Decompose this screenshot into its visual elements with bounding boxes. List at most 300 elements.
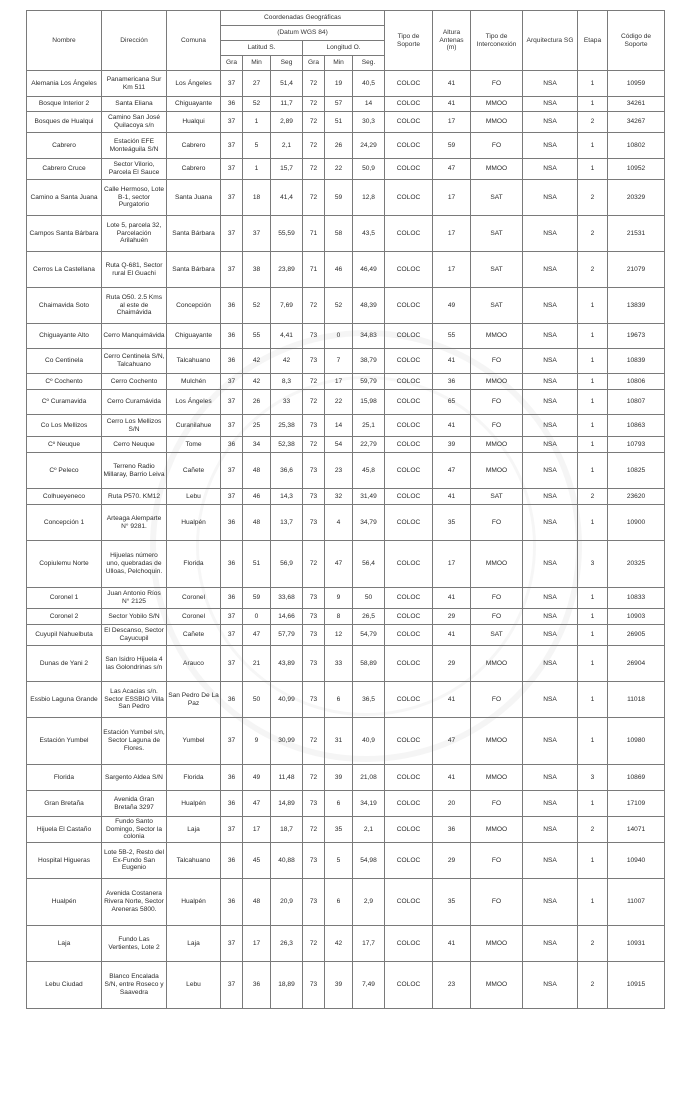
cell-lat-gra: 36 (221, 437, 243, 453)
cell-lon-gra: 73 (303, 349, 325, 374)
cell-tipo-soporte: COLOC (385, 489, 433, 505)
cell-lat-gra: 37 (221, 646, 243, 682)
cell-etapa: 2 (578, 817, 608, 843)
cell-lon-min: 26 (325, 133, 353, 159)
cell-direccion: Lote 5B-2, Resto del Ex-Fundo San Eugenio (102, 843, 167, 879)
cell-codigo: 10793 (608, 437, 665, 453)
table-row (27, 374, 665, 390)
cell-lat-min: 46 (243, 489, 271, 505)
cell-tipo-interconexion: FO (471, 71, 523, 97)
cell-lon-seg: 7,49 (353, 962, 385, 1009)
cell-lat-seg: 33 (271, 390, 303, 415)
cell-tipo-soporte: COLOC (385, 646, 433, 682)
cell-lat-gra: 37 (221, 252, 243, 288)
cell-nombre: Campos Santa Bárbara (27, 216, 102, 252)
cell-lon-min: 14 (325, 415, 353, 437)
cell-lon-seg: 46,49 (353, 252, 385, 288)
cell-lon-min: 7 (325, 349, 353, 374)
cell-altura: 36 (433, 374, 471, 390)
header-lat-gra: Gra (221, 56, 243, 71)
cell-lat-seg: 41,4 (271, 180, 303, 216)
cell-lat-min: 38 (243, 252, 271, 288)
cell-lon-min: 39 (325, 765, 353, 791)
cell-direccion: Las Acacias s/n. Sector ESSBIO Villa San Pedro (102, 682, 167, 718)
cell-lon-min: 22 (325, 390, 353, 415)
table-row (27, 97, 665, 112)
cell-lat-gra: 37 (221, 71, 243, 97)
cell-codigo: 10833 (608, 588, 665, 609)
header-direccion: Dirección (102, 11, 167, 71)
cell-tipo-interconexion: FO (471, 415, 523, 437)
cell-tipo-interconexion: FO (471, 133, 523, 159)
cell-altura: 41 (433, 489, 471, 505)
cell-codigo: 21079 (608, 252, 665, 288)
cell-tipo-soporte: COLOC (385, 133, 433, 159)
table-row (27, 843, 665, 879)
cell-codigo: 17109 (608, 791, 665, 817)
cell-arquitectura: NSA (523, 489, 578, 505)
cell-tipo-soporte: COLOC (385, 349, 433, 374)
table-row (27, 625, 665, 646)
cell-tipo-soporte: COLOC (385, 180, 433, 216)
cell-tipo-soporte: COLOC (385, 843, 433, 879)
cell-lat-seg: 30,99 (271, 718, 303, 765)
cell-lon-min: 47 (325, 541, 353, 588)
cell-arquitectura: NSA (523, 252, 578, 288)
cell-etapa: 1 (578, 133, 608, 159)
cell-direccion: Fundo Las Vertientes, Lote 2 (102, 926, 167, 962)
table-row (27, 879, 665, 926)
cell-comuna: Cabrero (167, 133, 221, 159)
cell-tipo-soporte: COLOC (385, 962, 433, 1009)
cell-tipo-soporte: COLOC (385, 288, 433, 324)
cell-direccion: Sector Yobilo S/N (102, 609, 167, 625)
cell-codigo: 10952 (608, 159, 665, 180)
cell-tipo-interconexion: SAT (471, 180, 523, 216)
cell-lat-seg: 15,7 (271, 159, 303, 180)
cell-arquitectura: NSA (523, 112, 578, 133)
cell-lon-gra: 72 (303, 437, 325, 453)
header-codigo: Código de Soporte (608, 11, 665, 71)
cell-lat-seg: 20,9 (271, 879, 303, 926)
cell-lon-gra: 72 (303, 926, 325, 962)
document-table-wrapper (26, 10, 664, 1009)
cell-lon-min: 17 (325, 374, 353, 390)
cell-tipo-soporte: COLOC (385, 159, 433, 180)
cell-tipo-soporte: COLOC (385, 817, 433, 843)
cell-altura: 17 (433, 252, 471, 288)
table-row (27, 216, 665, 252)
cell-codigo: 23620 (608, 489, 665, 505)
cell-altura: 41 (433, 625, 471, 646)
cell-comuna: Talcahuano (167, 349, 221, 374)
header-latitud: Latitud S. (221, 41, 303, 56)
table-row (27, 288, 665, 324)
cell-codigo: 10807 (608, 390, 665, 415)
cell-lat-min: 17 (243, 926, 271, 962)
cell-lon-min: 33 (325, 646, 353, 682)
header-tipo-interconexion: Tipo de Interconexión (471, 11, 523, 71)
cell-etapa: 3 (578, 541, 608, 588)
cell-tipo-interconexion: MMOO (471, 437, 523, 453)
cell-tipo-soporte: COLOC (385, 390, 433, 415)
cell-lon-seg: 26,5 (353, 609, 385, 625)
cell-lat-gra: 37 (221, 159, 243, 180)
cell-arquitectura: NSA (523, 843, 578, 879)
cell-altura: 39 (433, 437, 471, 453)
header-lat-min: Min (243, 56, 271, 71)
cell-direccion: Lote 5, parcela 32, Parcelación Arilahuén (102, 216, 167, 252)
table-row (27, 71, 665, 97)
cell-tipo-soporte: COLOC (385, 879, 433, 926)
cell-etapa: 1 (578, 71, 608, 97)
cell-lon-seg: 34,79 (353, 505, 385, 541)
cell-codigo: 19673 (608, 324, 665, 349)
cell-lon-gra: 73 (303, 505, 325, 541)
cell-comuna: Curanilahue (167, 415, 221, 437)
cell-etapa: 1 (578, 415, 608, 437)
cell-lat-min: 9 (243, 718, 271, 765)
cell-tipo-interconexion: FO (471, 843, 523, 879)
cell-lon-min: 46 (325, 252, 353, 288)
cell-lat-seg: 57,79 (271, 625, 303, 646)
cell-lon-seg: 22,79 (353, 437, 385, 453)
cell-arquitectura: NSA (523, 817, 578, 843)
cell-lat-gra: 36 (221, 765, 243, 791)
cell-lon-seg: 48,39 (353, 288, 385, 324)
cell-comuna: Chiguayante (167, 324, 221, 349)
cell-codigo: 11018 (608, 682, 665, 718)
cell-nombre: Bosque Interior 2 (27, 97, 102, 112)
cell-altura: 47 (433, 159, 471, 180)
cell-direccion: Avenida Gran Bretaña 3297 (102, 791, 167, 817)
cell-lat-seg: 55,59 (271, 216, 303, 252)
header-lon-min: Min (325, 56, 353, 71)
cell-arquitectura: NSA (523, 390, 578, 415)
cell-lat-min: 51 (243, 541, 271, 588)
cell-etapa: 1 (578, 97, 608, 112)
cell-tipo-interconexion: MMOO (471, 765, 523, 791)
header-nombre: Nombre (27, 11, 102, 71)
cell-lon-seg: 56,4 (353, 541, 385, 588)
cell-etapa: 1 (578, 288, 608, 324)
cell-codigo: 34261 (608, 97, 665, 112)
cell-lon-gra: 73 (303, 625, 325, 646)
cell-codigo: 10903 (608, 609, 665, 625)
cell-tipo-soporte: COLOC (385, 609, 433, 625)
cell-arquitectura: NSA (523, 505, 578, 541)
cell-codigo: 10825 (608, 453, 665, 489)
cell-tipo-interconexion: FO (471, 879, 523, 926)
cell-tipo-interconexion: MMOO (471, 962, 523, 1009)
cell-altura: 41 (433, 926, 471, 962)
cell-altura: 55 (433, 324, 471, 349)
cell-direccion: Santa Eliana (102, 97, 167, 112)
cell-comuna: Laja (167, 926, 221, 962)
cell-lon-min: 52 (325, 288, 353, 324)
cell-lon-gra: 72 (303, 71, 325, 97)
cell-lon-gra: 72 (303, 765, 325, 791)
cell-tipo-soporte: COLOC (385, 791, 433, 817)
cell-lat-min: 45 (243, 843, 271, 879)
cell-altura: 41 (433, 415, 471, 437)
cell-lon-min: 57 (325, 97, 353, 112)
cell-direccion: Camino San José Quilacoya s/n (102, 112, 167, 133)
cell-tipo-interconexion: FO (471, 390, 523, 415)
cell-lon-seg: 34,83 (353, 324, 385, 349)
cell-lon-seg: 2,9 (353, 879, 385, 926)
cell-nombre: Colhueyeneco (27, 489, 102, 505)
cell-arquitectura: NSA (523, 682, 578, 718)
cell-altura: 17 (433, 180, 471, 216)
cell-altura: 29 (433, 843, 471, 879)
cell-etapa: 1 (578, 588, 608, 609)
header-comuna: Comuna (167, 11, 221, 71)
cell-lon-seg: 54,98 (353, 843, 385, 879)
cell-tipo-interconexion: SAT (471, 625, 523, 646)
table-row (27, 349, 665, 374)
cell-lon-gra: 73 (303, 324, 325, 349)
cell-direccion: Ruta Q-681, Sector rural El Guachi (102, 252, 167, 288)
cell-arquitectura: NSA (523, 288, 578, 324)
cell-lat-min: 34 (243, 437, 271, 453)
cell-nombre: Cabrero Cruce (27, 159, 102, 180)
cell-direccion: Ruta O50. 2.5 Kms al este de Chaimávida (102, 288, 167, 324)
cell-lon-gra: 73 (303, 682, 325, 718)
cell-lon-seg: 50 (353, 588, 385, 609)
cell-lon-min: 59 (325, 180, 353, 216)
cell-lon-min: 12 (325, 625, 353, 646)
cell-lat-min: 1 (243, 112, 271, 133)
cell-lat-gra: 36 (221, 791, 243, 817)
cell-nombre: Cabrero (27, 133, 102, 159)
cell-lon-gra: 72 (303, 180, 325, 216)
cell-tipo-interconexion: MMOO (471, 324, 523, 349)
cell-altura: 47 (433, 718, 471, 765)
cell-lat-min: 1 (243, 159, 271, 180)
cell-nombre: Hijuela El Castaño (27, 817, 102, 843)
cell-altura: 59 (433, 133, 471, 159)
cell-nombre: Lebu Ciudad (27, 962, 102, 1009)
cell-tipo-soporte: COLOC (385, 97, 433, 112)
cell-nombre: Essbio Laguna Grande (27, 682, 102, 718)
cell-codigo: 11007 (608, 879, 665, 926)
table-row (27, 437, 665, 453)
cell-lat-gra: 36 (221, 588, 243, 609)
cell-lon-seg: 34,19 (353, 791, 385, 817)
cell-tipo-interconexion: SAT (471, 216, 523, 252)
cell-lat-min: 59 (243, 588, 271, 609)
cell-codigo: 13839 (608, 288, 665, 324)
cell-nombre: Copiulemu Norte (27, 541, 102, 588)
cell-tipo-interconexion: FO (471, 588, 523, 609)
cell-lon-gra: 73 (303, 489, 325, 505)
cell-lat-seg: 56,9 (271, 541, 303, 588)
cell-arquitectura: NSA (523, 791, 578, 817)
cell-comuna: Tome (167, 437, 221, 453)
cell-lat-gra: 37 (221, 390, 243, 415)
header-lon-gra: Gra (303, 56, 325, 71)
cell-tipo-interconexion: MMOO (471, 97, 523, 112)
cell-comuna: Hualpén (167, 505, 221, 541)
cell-arquitectura: NSA (523, 216, 578, 252)
cell-lat-min: 52 (243, 288, 271, 324)
table-row (27, 180, 665, 216)
cell-comuna: Santa Bárbara (167, 216, 221, 252)
cell-lat-seg: 42 (271, 349, 303, 374)
cell-lat-gra: 37 (221, 625, 243, 646)
cell-codigo: 34267 (608, 112, 665, 133)
cell-nombre: Coronel 2 (27, 609, 102, 625)
cell-lat-gra: 37 (221, 374, 243, 390)
cell-direccion: Arteaga Alemparte N° 9281. (102, 505, 167, 541)
cell-lon-gra: 73 (303, 962, 325, 1009)
table-row (27, 765, 665, 791)
cell-lat-gra: 36 (221, 505, 243, 541)
cell-tipo-interconexion: FO (471, 791, 523, 817)
cell-lon-seg: 54,79 (353, 625, 385, 646)
cell-arquitectura: NSA (523, 926, 578, 962)
cell-lat-seg: 40,88 (271, 843, 303, 879)
cell-lon-seg: 15,98 (353, 390, 385, 415)
cell-altura: 29 (433, 646, 471, 682)
cell-lon-gra: 73 (303, 415, 325, 437)
cell-lon-gra: 72 (303, 97, 325, 112)
cell-lat-gra: 36 (221, 324, 243, 349)
cell-lon-min: 0 (325, 324, 353, 349)
cell-lat-seg: 13,7 (271, 505, 303, 541)
cell-lat-seg: 40,99 (271, 682, 303, 718)
cell-nombre: Bosques de Hualqui (27, 112, 102, 133)
cell-arquitectura: NSA (523, 374, 578, 390)
cell-arquitectura: NSA (523, 133, 578, 159)
cell-lat-gra: 37 (221, 216, 243, 252)
cell-nombre: Co Los Mellizos (27, 415, 102, 437)
cell-lon-seg: 14 (353, 97, 385, 112)
cell-codigo: 26905 (608, 625, 665, 646)
cell-tipo-soporte: COLOC (385, 541, 433, 588)
cell-etapa: 1 (578, 437, 608, 453)
cell-lat-seg: 2,89 (271, 112, 303, 133)
cell-tipo-soporte: COLOC (385, 926, 433, 962)
cell-lon-gra: 73 (303, 646, 325, 682)
cell-altura: 65 (433, 390, 471, 415)
cell-direccion: Terreno Radio Millaray, Barrio Leiva (102, 453, 167, 489)
cell-codigo: 10802 (608, 133, 665, 159)
cell-codigo: 10869 (608, 765, 665, 791)
cell-lon-gra: 72 (303, 718, 325, 765)
cell-codigo: 10940 (608, 843, 665, 879)
cell-direccion: Cerro Cochento (102, 374, 167, 390)
cell-lon-seg: 24,29 (353, 133, 385, 159)
cell-codigo: 10931 (608, 926, 665, 962)
cell-tipo-interconexion: MMOO (471, 112, 523, 133)
cell-tipo-interconexion: FO (471, 505, 523, 541)
cell-lon-min: 35 (325, 817, 353, 843)
cell-tipo-interconexion: SAT (471, 252, 523, 288)
cell-lat-seg: 51,4 (271, 71, 303, 97)
cell-lat-min: 49 (243, 765, 271, 791)
cell-lat-seg: 43,89 (271, 646, 303, 682)
table-row (27, 541, 665, 588)
cell-altura: 41 (433, 588, 471, 609)
cell-lat-min: 36 (243, 962, 271, 1009)
cell-lat-min: 18 (243, 180, 271, 216)
cell-etapa: 1 (578, 324, 608, 349)
cell-tipo-soporte: COLOC (385, 71, 433, 97)
cell-altura: 41 (433, 682, 471, 718)
cell-lon-gra: 72 (303, 541, 325, 588)
cell-etapa: 2 (578, 962, 608, 1009)
cell-lon-gra: 72 (303, 159, 325, 180)
cell-arquitectura: NSA (523, 646, 578, 682)
cell-lon-gra: 72 (303, 374, 325, 390)
cell-lat-gra: 36 (221, 541, 243, 588)
cell-codigo: 10915 (608, 962, 665, 1009)
cell-etapa: 1 (578, 374, 608, 390)
cell-lat-min: 0 (243, 609, 271, 625)
cell-codigo: 10900 (608, 505, 665, 541)
cell-lon-seg: 38,79 (353, 349, 385, 374)
cell-lat-seg: 8,3 (271, 374, 303, 390)
header-etapa: Etapa (578, 11, 608, 71)
cell-lon-gra: 72 (303, 133, 325, 159)
cell-lon-seg: 40,5 (353, 71, 385, 97)
cell-tipo-interconexion: FO (471, 609, 523, 625)
cell-direccion: Fundo Santo Domingo, Sector la colonia (102, 817, 167, 843)
cell-etapa: 1 (578, 609, 608, 625)
cell-arquitectura: NSA (523, 609, 578, 625)
cell-lon-min: 22 (325, 159, 353, 180)
cell-tipo-soporte: COLOC (385, 682, 433, 718)
cell-lat-seg: 14,3 (271, 489, 303, 505)
cell-etapa: 2 (578, 489, 608, 505)
cell-tipo-soporte: COLOC (385, 252, 433, 288)
cell-lat-min: 27 (243, 71, 271, 97)
cell-direccion: Estación Yumbel s/n, Sector Laguna de Flores. (102, 718, 167, 765)
cell-codigo: 20329 (608, 180, 665, 216)
cell-etapa: 1 (578, 159, 608, 180)
cell-arquitectura: NSA (523, 765, 578, 791)
cell-etapa: 1 (578, 625, 608, 646)
cell-nombre: Florida (27, 765, 102, 791)
cell-lon-min: 6 (325, 879, 353, 926)
cell-lat-min: 47 (243, 791, 271, 817)
cell-nombre: Cº Curamavida (27, 390, 102, 415)
header-coordenadas: Coordenadas Geográficas (221, 11, 385, 26)
cell-tipo-interconexion: MMOO (471, 453, 523, 489)
cell-lon-gra: 73 (303, 843, 325, 879)
cell-altura: 41 (433, 765, 471, 791)
cell-comuna: Chiguayante (167, 97, 221, 112)
cell-lat-seg: 4,41 (271, 324, 303, 349)
cell-codigo: 10980 (608, 718, 665, 765)
cell-direccion: Blanco Encalada S/N, entre Roseco y Saavedra (102, 962, 167, 1009)
cell-comuna: Florida (167, 765, 221, 791)
cell-comuna: Hualqui (167, 112, 221, 133)
cell-tipo-interconexion: MMOO (471, 926, 523, 962)
cell-direccion: Hijuelas número uno, quebradas de Ulloas, Pelchoquin. (102, 541, 167, 588)
cell-altura: 49 (433, 288, 471, 324)
cell-nombre: Cº Cochento (27, 374, 102, 390)
cell-etapa: 1 (578, 843, 608, 879)
cell-tipo-soporte: COLOC (385, 505, 433, 541)
cell-codigo: 10863 (608, 415, 665, 437)
cell-nombre: Laja (27, 926, 102, 962)
cell-lon-seg: 50,9 (353, 159, 385, 180)
cell-comuna: Santa Juana (167, 180, 221, 216)
cell-lon-seg: 58,89 (353, 646, 385, 682)
